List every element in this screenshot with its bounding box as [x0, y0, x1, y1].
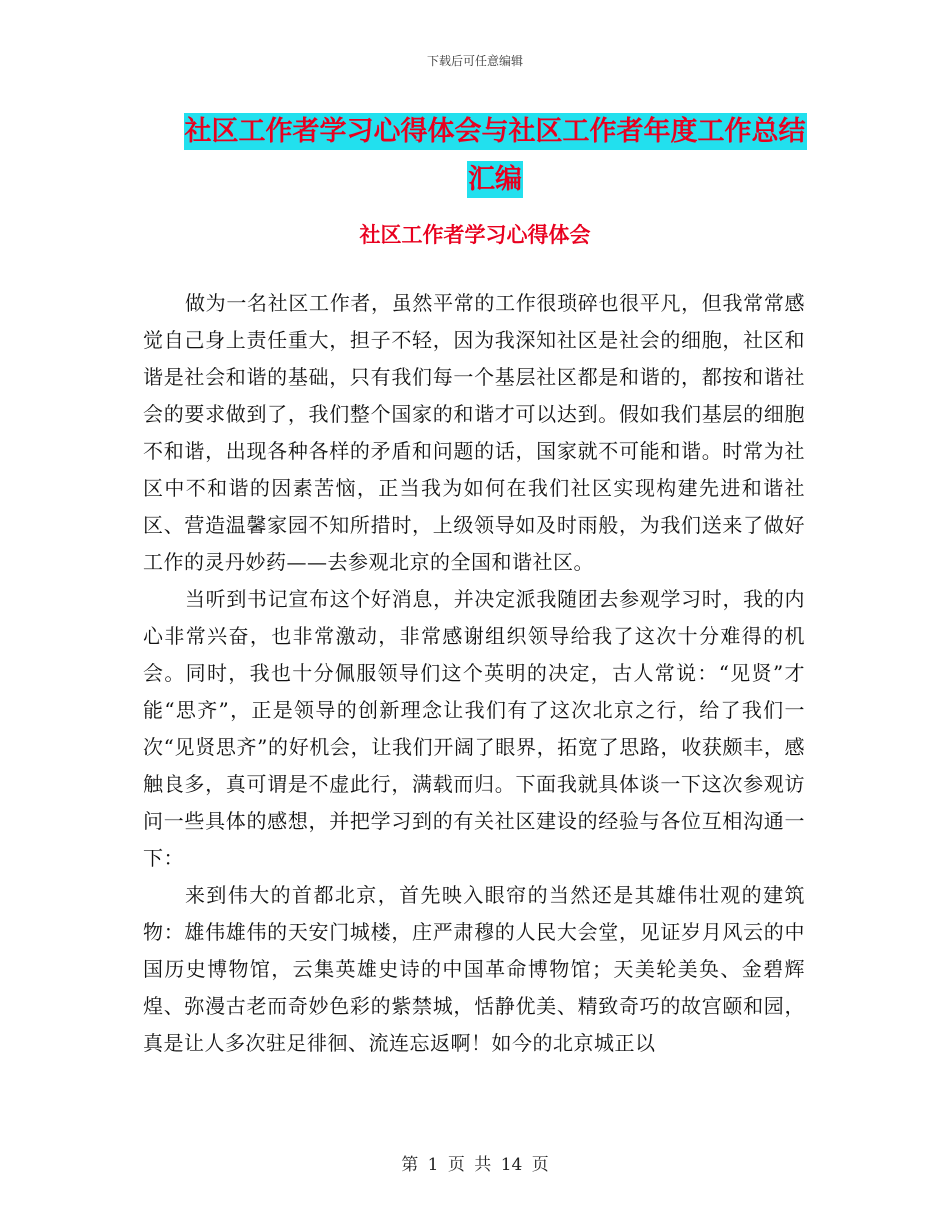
document-title	[130, 108, 860, 204]
paragraph-3: 来到伟大的首都北京，首先映入眼帘的当然还是其雄伟壮观的建筑物：雄伟雄伟的天安门城楼，庄严肃穆的人民大会堂，见证岁月风云的中国历史博物馆，云集英雄史诗的中国革命博物馆；天美轮美奂、金碧辉煌、弥漫古老而奇妙色彩的紫禁城，恬静优美、精致奇巧的故宫颐和园，真是让人多次驻足徘徊、流连忘返啊！如今的北京城正以	[143, 883, 805, 1055]
section-title: 社区工作者学习心得体会	[359, 223, 591, 247]
paragraph-1: 做为一名社区工作者，虽然平常的工作很琐碎也很平凡，但我常常感觉自己身上责任重大，担子不轻，因为我深知社区是社会的细胞，社区和谐是社会和谐的基础，只有我们每一个基层社区都是和谐的，都按和谐社会的要求做到了，我们整个国家的和谐才可以达到。假如我们基层的细胞不和谐，出现各种各样的矛盾和问题的话，国家就不可能和谐。时常为社区中不和谐的因素苦恼，正当我为如何在我们社区实现构建先进和谐社区、营造温馨家园不知所措时，上级领导如及时雨般，为我们送来了做好工作的灵丹妙药——去参观北京的全国和谐社区。	[143, 291, 805, 574]
body-text	[143, 285, 805, 1062]
page-header-note: 下载后可任意编辑	[426, 54, 523, 68]
document-title-line-2: 汇编	[467, 161, 523, 198]
paragraph-2: 当听到书记宣布这个好消息，并决定派我随团去参观学习时，我的内心非常兴奋，也非常激动，非常感谢组织领导给我了这次十分难得的机会。同时，我也十分佩服领导们这个英明的决定，古人常说：“见贤”才能“思齐”，正是领导的创新理念让我们有了这次北京之行，给了我们一次“见贤思齐”的好机会，让我们开阔了眼界，拓宽了思路，收获颇丰，感触良多，真可谓是不虚此行，满载而归。下面我就具体谈一下这次参观访问一些具体的感想，并把学习到的有关社区建设的经验与各位互相沟通一下：	[143, 587, 805, 870]
page-number-footer: 第 1 页 共 14 页	[401, 1155, 549, 1175]
document-title-line-1: 社区工作者学习心得体会与社区工作者年度工作总结	[184, 113, 807, 150]
